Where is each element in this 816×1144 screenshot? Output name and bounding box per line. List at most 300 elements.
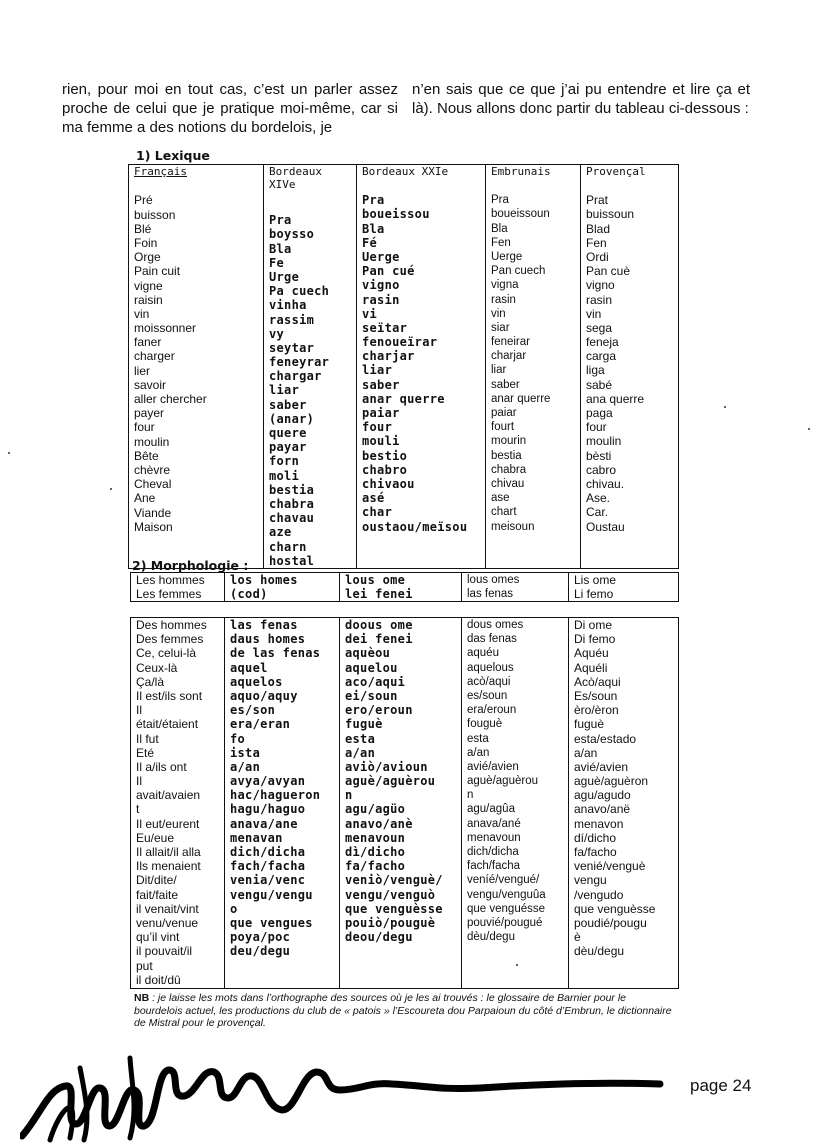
morph-a-col <box>340 573 462 602</box>
cell-text: bestia <box>269 482 315 497</box>
cell-text: Il allait/il alla <box>136 845 201 859</box>
cell-text: Aquéli <box>574 660 608 675</box>
cell-text: era/eroun <box>467 704 517 717</box>
cell-text: pouiò/pouguè <box>345 915 436 930</box>
morph-b-col <box>131 618 225 989</box>
cell-text: esta/estado <box>574 731 637 746</box>
cell-text: chabra <box>269 496 315 511</box>
cell-text: boueissoun <box>491 208 550 221</box>
cell-text: aguè/aguèrou <box>467 775 538 788</box>
cell-text: charn <box>269 539 307 554</box>
cell-text: fach/facha <box>467 860 521 873</box>
cell-text: menavoun <box>345 830 406 845</box>
cell-text: Oustau <box>586 519 625 534</box>
scan-speck <box>808 428 810 430</box>
cell-text: meisoun <box>491 520 535 533</box>
cell-text: Ase. <box>586 491 611 506</box>
cell-text: aco/aqui <box>345 674 406 689</box>
cell-text: Prat <box>586 193 609 208</box>
morph-a-col <box>225 573 340 602</box>
cell-text: Ce, celui-là <box>136 646 197 661</box>
cell-text: aquelou <box>345 660 398 675</box>
cell-text: veniò/venguè/ <box>345 873 443 888</box>
cell-text: paga <box>586 406 613 420</box>
cell-text: aquel <box>230 660 268 675</box>
cell-text: Urge <box>269 269 300 284</box>
cell-text: Bla <box>491 222 508 235</box>
cell-text: Des femmes <box>136 632 204 647</box>
cell-text: ero/eroun <box>345 703 413 718</box>
cell-text: paiar <box>491 407 517 419</box>
cell-text: dich/dicha <box>467 846 519 858</box>
cell-text: Eté <box>136 745 155 760</box>
cell-text: Car. <box>586 505 609 520</box>
cell-text: feneja <box>586 335 619 350</box>
cell-text: vin <box>491 307 506 320</box>
cell-text: vengu/vengu <box>230 887 313 902</box>
cell-text: rasin <box>586 292 613 307</box>
cell-text: fouguè <box>467 718 503 731</box>
cell-text: mourin <box>491 435 527 448</box>
column-body <box>134 179 263 534</box>
cell-text: avait/avaien <box>136 788 201 803</box>
cell-text: Ceux-là <box>136 660 178 675</box>
lexique-table <box>128 164 679 569</box>
cell-text: vinha <box>269 298 307 313</box>
intro-right-text: n’en sais que ce que j’ai pu entendre et lire ça et là). Nous allons donc partir du tableau ci-dessous : <box>412 81 750 117</box>
cell-text: asé <box>362 491 385 506</box>
section-morphologie-title: 2) Morphologie : <box>132 558 249 573</box>
intro-right-column <box>412 80 750 118</box>
cell-text: lei fenei <box>345 587 413 602</box>
cell-text: carga <box>586 349 617 364</box>
cell-text: lous omes <box>467 574 520 586</box>
cell-text: anava/ane <box>230 816 298 831</box>
cell-text: /vengudo <box>574 887 624 902</box>
cell-text: liga <box>586 363 605 378</box>
cell-text: sega <box>586 320 613 335</box>
cell-text: moulin <box>134 434 170 449</box>
cell-text: Lis ome <box>574 573 617 587</box>
lexique-row <box>129 165 679 569</box>
morphologie-table-a <box>130 572 679 602</box>
cell-text: dì/dicho <box>345 845 406 859</box>
morphologie-table-b <box>130 617 679 989</box>
morph-a-col <box>462 573 569 602</box>
cell-text: Il fut <box>136 731 159 746</box>
morph-b-col <box>462 618 569 989</box>
column-body <box>586 193 678 534</box>
cell-text: agu/agüo <box>345 802 406 817</box>
footnote-nb: NB <box>134 992 150 1004</box>
cell-text: Cheval <box>134 477 172 492</box>
cell-text: esta <box>345 731 376 746</box>
cell-text: aller chercher <box>134 392 207 406</box>
cell-text: es/son <box>230 703 276 718</box>
cell-text: cabro <box>586 462 617 477</box>
cell-text: Eu/eue <box>136 830 175 845</box>
cell-text: rassim <box>269 312 315 327</box>
cell-text: il pouvait/il <box>136 944 193 959</box>
cell-text: pouvié/pougué <box>467 916 543 929</box>
cell-text: hac/hagueron <box>230 788 321 803</box>
cell-text: seïtar <box>362 320 408 335</box>
cell-text: fa/facho <box>345 859 406 874</box>
cell-text: n <box>467 789 474 802</box>
morph-b-col <box>569 618 679 989</box>
cell-text: vi <box>362 306 378 321</box>
cell-text: fenoueïrar <box>362 335 438 350</box>
cell-text: aze <box>269 525 292 540</box>
cell-text: ista <box>230 745 261 760</box>
cell-text: dí/dicho <box>574 830 617 845</box>
cell-text: ei/soun <box>345 688 398 703</box>
cell-text: seytar <box>269 340 315 355</box>
lexique-col-bordeaux-xxi <box>357 165 486 569</box>
cell-text: que venguèsse <box>574 901 656 916</box>
cell-text: fa/facho <box>574 845 617 859</box>
cell-text: dèu/degu <box>574 944 625 959</box>
cell-text: bestio <box>362 448 408 463</box>
cell-text: Il eut/eurent <box>136 816 200 831</box>
cell-text: fo <box>230 731 246 746</box>
cell-text: fuguè <box>345 717 383 732</box>
cell-text: hostal <box>269 553 315 568</box>
cell-text: four <box>134 420 155 435</box>
cell-text: menavon <box>574 816 624 831</box>
cell-text: a/an <box>345 745 376 760</box>
cell-text: venié/venguè <box>574 859 646 874</box>
cell-text: il doit/dû <box>136 972 181 987</box>
cell-text: chivau. <box>586 476 625 491</box>
cell-text: è <box>574 930 581 945</box>
cell-text: deou/degu <box>345 930 413 945</box>
scan-speck <box>516 964 518 966</box>
cell-text: liar <box>491 364 507 377</box>
cell-text: moulin <box>586 434 622 449</box>
cell-text: put <box>136 958 153 973</box>
cell-text: Pra <box>362 193 385 208</box>
morph-a-col <box>131 573 225 602</box>
cell-text: mouli <box>362 434 400 449</box>
lexique-col-francais <box>129 165 264 569</box>
cell-text: vigno <box>362 278 400 293</box>
cell-text: chabro <box>362 462 408 477</box>
cell-text: vigne <box>134 278 163 293</box>
page-number: page 24 <box>690 1076 752 1095</box>
cell-text: feneyrar <box>269 355 330 370</box>
cell-text: chivau <box>491 477 525 490</box>
cell-text: il venait/vint <box>136 901 199 916</box>
section-lexique-title: 1) Lexique <box>136 148 210 163</box>
cell-text: ana querre <box>586 391 645 406</box>
cell-text: las fenas <box>467 588 514 601</box>
cell-text: Il a/ils ont <box>136 759 187 774</box>
cell-text: Ça/là <box>136 674 165 689</box>
column-body <box>269 199 356 568</box>
cell-text: poudié/pougu <box>574 915 647 930</box>
cell-text: siar <box>491 321 510 334</box>
cell-text: bèsti <box>586 448 612 463</box>
cell-text: forn <box>269 454 300 469</box>
cell-text: boueissou <box>362 207 430 222</box>
cell-text: Bla <box>362 221 385 236</box>
cell-text: fach/facha <box>230 859 306 874</box>
cell-text: Pré <box>134 193 153 208</box>
cell-text: vin <box>586 306 602 321</box>
cell-text: fait/faite <box>136 887 179 902</box>
cell-text: saber <box>362 377 400 392</box>
cell-text: dich/dicha <box>230 845 306 859</box>
cell-text: aquo/aquy <box>230 688 298 703</box>
footnote <box>134 992 674 1030</box>
cell-text: veníé/vengué/ <box>467 874 540 887</box>
cell-text: vy <box>269 326 285 341</box>
cell-text: aquelos <box>230 674 283 689</box>
cell-text: Di femo <box>574 632 616 647</box>
cell-text: esta <box>467 732 489 745</box>
morph-b-col <box>340 618 462 989</box>
cell-text: Ordi <box>586 249 609 264</box>
cell-text: chavau <box>269 511 315 526</box>
intro-left-column <box>62 80 398 137</box>
header-embrunais: Embrunais <box>491 165 551 178</box>
cell-text: daus homes <box>230 632 306 647</box>
cell-text: Di ome <box>574 618 613 632</box>
cell-text <box>134 179 263 193</box>
column-body <box>362 193 485 534</box>
cell-text: Bête <box>134 448 159 463</box>
cell-text: four <box>586 420 607 435</box>
cell-text: menavan <box>230 830 283 845</box>
cell-text: anar querre <box>362 391 445 406</box>
cell-text: los homes <box>230 573 298 587</box>
cell-text: aquèou <box>345 646 391 661</box>
cell-text: Pa cuech <box>269 284 330 299</box>
cell-text: Les hommes <box>136 573 205 587</box>
cell-text: Des hommes <box>136 618 207 632</box>
cell-text: es/soun <box>467 689 508 702</box>
cell-text: Pan cué <box>362 264 415 279</box>
cell-text: Maison <box>134 519 173 534</box>
cell-text: char <box>362 505 393 520</box>
cell-text: oustaou/meïsou <box>362 519 468 534</box>
cell-text: anar querre <box>491 392 551 405</box>
cell-text: Les femmes <box>136 587 202 602</box>
cell-text: Fe <box>269 255 285 270</box>
morph-a-row <box>131 573 679 602</box>
cell-text: anava/ané <box>467 817 521 830</box>
cell-text: das fenas <box>467 633 517 646</box>
morph-a-col <box>569 573 679 602</box>
cell-text: rasin <box>362 292 400 307</box>
cell-text: Li femo <box>574 587 614 602</box>
column-body <box>491 193 580 534</box>
cell-text: a/an <box>467 746 490 759</box>
cell-text: Fen <box>491 236 511 249</box>
cell-text: lous ome <box>345 573 406 587</box>
cell-text: rasin <box>491 293 516 306</box>
cell-text: aviò/avioun <box>345 759 428 774</box>
cell-text: t <box>136 802 140 817</box>
cell-text: que venguèsse <box>345 901 443 916</box>
cell-text: Pra <box>269 213 292 228</box>
cell-text: liar <box>269 383 300 398</box>
cell-text: vengu/venguûa <box>467 888 546 901</box>
cell-text: acò/aqui <box>467 675 511 688</box>
cell-text: Il <box>136 774 142 789</box>
cell-text: poya/poc <box>230 930 291 945</box>
intro-left-text: rien, pour moi en tout cas, c’est un parler assez proche de celui que je pratique moi-même, car si ma femme a des notions du bordelois, je <box>62 81 398 136</box>
cell-text: liar <box>362 363 393 378</box>
cell-text: Dit/dite/ <box>136 873 177 888</box>
cell-text: fuguè <box>574 717 605 732</box>
morph-b-row <box>131 618 679 989</box>
cell-text: chivaou <box>362 476 415 491</box>
scan-speck <box>110 488 112 490</box>
cell-text: charjar <box>362 349 415 364</box>
cell-text: aquéu <box>467 647 499 660</box>
footnote-text: : je laisse les mots dans l’orthographe des sources où je les ai trouvés : le glossaire de Barnier pour le bourdelois actuel, les productions du club de « patois » l’Escoureta dou Parpaioun du côté d’Embrun, le dictionnaire de Mistral pour le provençal. <box>134 992 672 1029</box>
cell-text: aguè/aguèron <box>574 774 649 789</box>
header-bordeaux-xiv: Bordeaux XIVe <box>269 165 322 191</box>
cell-text: Pra <box>491 194 509 207</box>
cell-text: chart <box>491 506 517 519</box>
cell-text: deu/degu <box>230 944 291 959</box>
cell-text: dei fenei <box>345 632 413 647</box>
cell-text: vigna <box>491 279 519 292</box>
cell-text: vengu <box>574 873 607 888</box>
cell-text: que venguésse <box>467 902 546 915</box>
cell-text: charjar <box>491 350 527 363</box>
cell-text: Il est/ils sont <box>136 688 203 703</box>
cell-text: ase <box>491 492 510 505</box>
cell-text: paiar <box>362 406 400 420</box>
cell-text: Acò/aqui <box>574 674 621 689</box>
cell-text: Fé <box>362 235 378 250</box>
cell-text: a/an <box>574 745 598 760</box>
cell-text: vengu/venguò <box>345 887 436 902</box>
cell-text: four <box>362 420 393 435</box>
cell-text: menavoun <box>467 831 521 844</box>
cell-text: faner <box>134 335 162 350</box>
cell-text: venia/venc <box>230 873 306 888</box>
handwritten-signature <box>20 1028 670 1144</box>
cell-text: anavo/anë <box>574 802 631 817</box>
cell-text: Blad <box>586 221 611 236</box>
cell-text: vigno <box>586 278 615 293</box>
cell-text: chabra <box>491 463 527 476</box>
header-francais: Français <box>134 165 187 178</box>
cell-text: boysso <box>269 227 315 242</box>
cell-text: saber <box>269 397 307 412</box>
cell-text: savoir <box>134 377 167 392</box>
cell-text: chargar <box>269 369 322 384</box>
cell-text: o <box>230 901 238 916</box>
cell-text: que vengues <box>230 915 313 930</box>
cell-text: dous omes <box>467 619 524 631</box>
cell-text: n <box>345 788 353 803</box>
cell-text: feneirar <box>491 336 530 349</box>
cell-text: aquelous <box>467 661 514 674</box>
cell-text: èro/èron <box>574 703 619 718</box>
cell-text: buissoun <box>586 207 635 222</box>
cell-text: moissonner <box>134 321 197 336</box>
scan-speck <box>724 406 726 408</box>
cell-text: (cod) <box>230 587 268 602</box>
cell-text: a/an <box>230 759 261 774</box>
cell-text: avié/avien <box>574 759 629 774</box>
cell-text: Pan cuech <box>491 265 546 278</box>
cell-text: hagu/haguo <box>230 802 306 817</box>
cell-text: anavo/anè <box>345 816 413 831</box>
cell-text: Bla <box>269 241 292 256</box>
cell-text: doous ome <box>345 618 413 632</box>
cell-text: raisin <box>134 292 163 307</box>
lexique-col-bordeaux-xiv <box>264 165 357 569</box>
lexique-col-provencal <box>581 165 679 569</box>
cell-text: bestia <box>491 449 522 462</box>
cell-text: Il <box>136 703 142 718</box>
cell-text: Ane <box>134 491 156 506</box>
cell-text: (anar) <box>269 411 315 426</box>
cell-text: avié/avien <box>467 760 519 773</box>
cell-text: fourt <box>491 421 515 434</box>
cell-text: Pan cuè <box>586 264 631 279</box>
cell-text: vin <box>134 306 150 321</box>
lexique-col-embrunais <box>486 165 581 569</box>
cell-text: agu/agudo <box>574 788 631 803</box>
scan-speck <box>8 452 10 454</box>
cell-text: avya/avyan <box>230 774 306 789</box>
morph-b-col <box>225 618 340 989</box>
cell-text: las fenas <box>230 618 298 632</box>
cell-text: Uerge <box>362 249 400 264</box>
cell-text: sabé <box>586 377 613 392</box>
cell-text: era/eran <box>230 717 291 732</box>
cell-text: aguè/aguèrou <box>345 774 436 789</box>
cell-text: Foin <box>134 235 158 250</box>
cell-text: saber <box>491 378 520 391</box>
cell-text: Pain cuit <box>134 264 181 279</box>
cell-text: Blé <box>134 221 152 236</box>
cell-text: Orge <box>134 250 161 265</box>
cell-text: buisson <box>134 207 176 222</box>
cell-text: chèvre <box>134 462 171 477</box>
cell-text: payar <box>269 440 307 455</box>
cell-text: agu/agûa <box>467 803 515 816</box>
cell-text: qu’il vint <box>136 930 180 945</box>
cell-text: quere <box>269 426 307 440</box>
cell-text: venu/venue <box>136 915 199 930</box>
cell-text: moli <box>269 468 300 483</box>
cell-text: Fen <box>586 235 607 250</box>
cell-text: payer <box>134 406 165 421</box>
cell-text: Viande <box>134 505 172 520</box>
cell-text: de las fenas <box>230 646 321 661</box>
cell-text: Es/soun <box>574 688 618 703</box>
cell-text: charger <box>134 349 175 364</box>
cell-text: dèu/degu <box>467 931 515 944</box>
cell-text: était/étaient <box>136 717 199 732</box>
cell-text: lier <box>134 363 151 378</box>
cell-text: Ils menaient <box>136 859 201 874</box>
cell-text: Uerge <box>491 250 523 263</box>
cell-text <box>269 199 356 213</box>
header-bordeaux-xxi: Bordeaux XXIe <box>362 165 449 178</box>
header-provencal: Provençal <box>586 165 646 178</box>
cell-text: Aquéu <box>574 646 609 661</box>
